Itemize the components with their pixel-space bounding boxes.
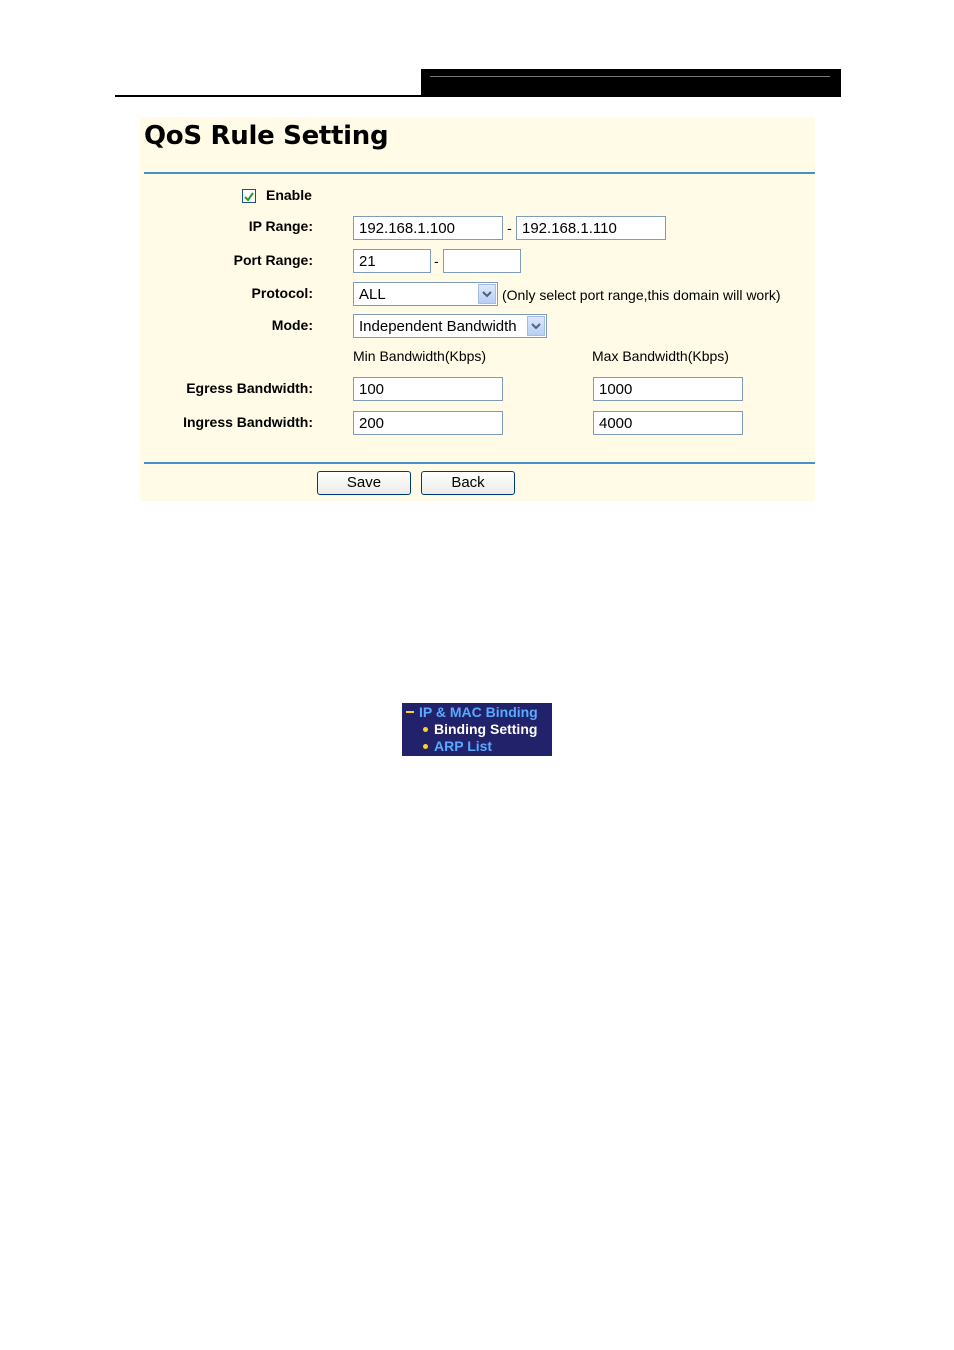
protocol-note: (Only select port range,this domain will work) (502, 287, 781, 303)
port-range-end-input[interactable] (443, 249, 521, 273)
protocol-selected-value: ALL (359, 286, 386, 303)
egress-bandwidth-label: Egress Bandwidth: (186, 380, 313, 396)
port-range-start-input[interactable]: 21 (353, 249, 431, 273)
collapse-icon (406, 711, 414, 713)
nav-menu-ip-mac-binding (402, 703, 552, 756)
document-header-line (430, 76, 830, 77)
menu-item-label: ARP List (434, 738, 493, 754)
ip-range-end-input[interactable]: 192.168.1.110 (516, 216, 666, 240)
bullet-icon (423, 744, 428, 749)
top-separator (144, 172, 815, 174)
protocol-label: Protocol: (251, 285, 313, 301)
mode-label: Mode: (271, 317, 313, 333)
port-range-label: Port Range: (233, 252, 313, 268)
menu-group-ip-mac-binding[interactable] (406, 704, 538, 720)
ingress-min-input[interactable]: 200 (353, 411, 503, 435)
document-header-bar (421, 69, 841, 97)
menu-group-label: IP & MAC Binding (419, 704, 538, 720)
port-range-separator: - (434, 253, 439, 269)
ip-range-separator: - (507, 220, 512, 236)
menu-item-label: Binding Setting (434, 721, 538, 737)
ip-range-label: IP Range: (248, 218, 313, 234)
page-title: QoS Rule Setting (144, 121, 389, 151)
protocol-select[interactable] (353, 282, 498, 306)
chevron-down-icon[interactable] (527, 316, 545, 336)
egress-max-input[interactable]: 1000 (593, 377, 743, 401)
menu-item-arp-list[interactable] (423, 738, 492, 754)
ingress-max-input[interactable]: 4000 (593, 411, 743, 435)
bullet-icon (423, 727, 428, 732)
enable-label: Enable (266, 187, 312, 203)
mode-select[interactable] (353, 314, 547, 338)
menu-item-binding-setting[interactable] (423, 721, 537, 737)
enable-checkbox[interactable] (242, 189, 256, 203)
ip-range-start-input[interactable]: 192.168.1.100 (353, 216, 503, 240)
save-button[interactable]: Save (317, 471, 411, 495)
bottom-separator (144, 462, 815, 464)
qos-rule-setting-panel (140, 117, 815, 501)
mode-selected-value: Independent Bandwidth (359, 318, 517, 335)
document-header-rule (115, 95, 841, 97)
max-bandwidth-header: Max Bandwidth(Kbps) (592, 348, 729, 364)
checkmark-icon (243, 191, 255, 203)
egress-min-input[interactable]: 100 (353, 377, 503, 401)
ingress-bandwidth-label: Ingress Bandwidth: (183, 414, 313, 430)
min-bandwidth-header: Min Bandwidth(Kbps) (353, 348, 487, 364)
chevron-down-icon[interactable] (478, 284, 496, 304)
back-button[interactable]: Back (421, 471, 515, 495)
